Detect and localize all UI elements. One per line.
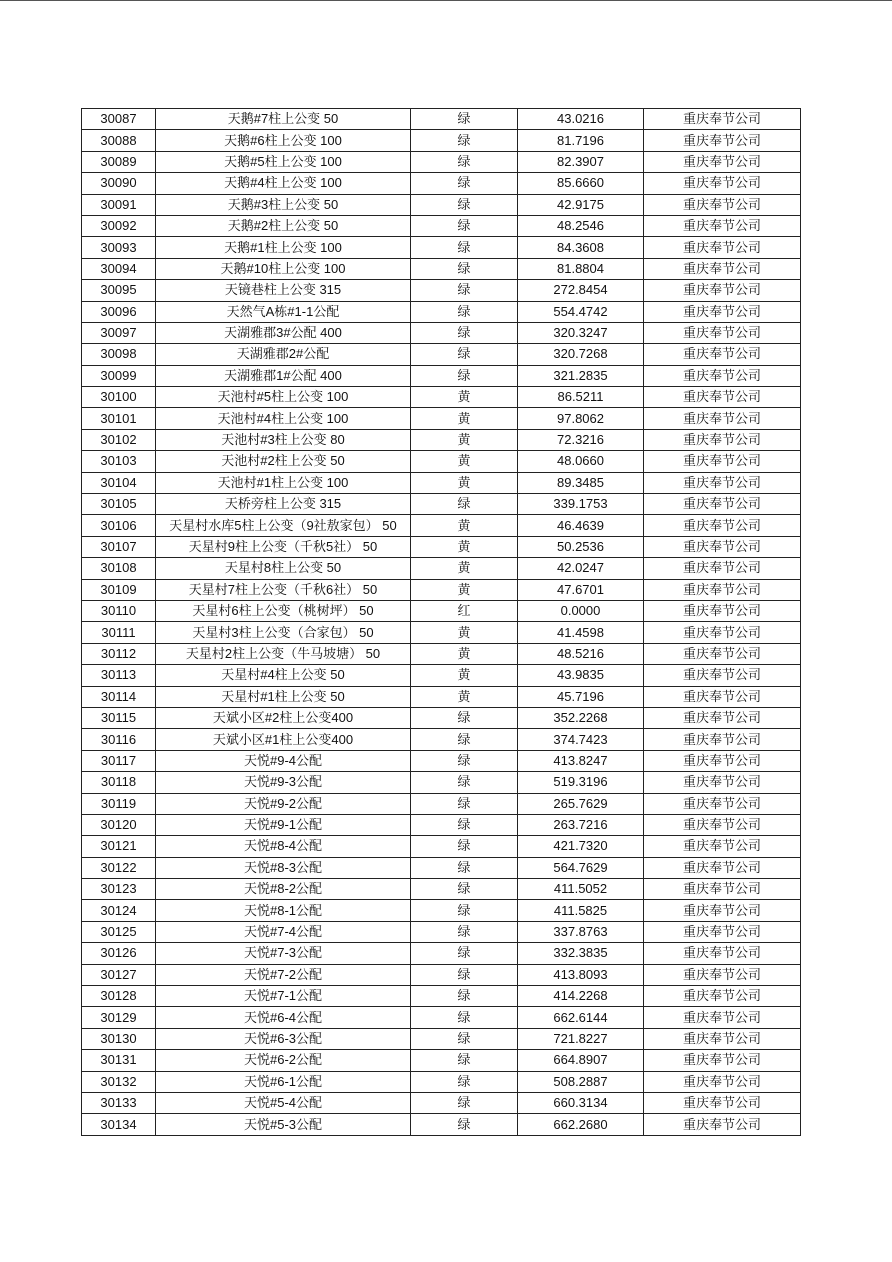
company-cell: 重庆奉节公司 bbox=[644, 258, 801, 279]
company-cell: 重庆奉节公司 bbox=[644, 793, 801, 814]
status-cell: 黄 bbox=[411, 643, 518, 664]
company-cell: 重庆奉节公司 bbox=[644, 536, 801, 557]
value-cell: 320.7268 bbox=[518, 344, 644, 365]
company-cell: 重庆奉节公司 bbox=[644, 215, 801, 236]
company-cell: 重庆奉节公司 bbox=[644, 408, 801, 429]
id-cell: 30132 bbox=[82, 1071, 156, 1092]
table-row bbox=[82, 194, 801, 215]
id-cell: 30103 bbox=[82, 451, 156, 472]
id-cell: 30104 bbox=[82, 472, 156, 493]
table-row bbox=[82, 451, 801, 472]
company-cell: 重庆奉节公司 bbox=[644, 472, 801, 493]
value-cell: 45.7196 bbox=[518, 686, 644, 707]
status-cell: 红 bbox=[411, 600, 518, 621]
id-cell: 30108 bbox=[82, 558, 156, 579]
company-cell: 重庆奉节公司 bbox=[644, 322, 801, 343]
company-cell: 重庆奉节公司 bbox=[644, 429, 801, 450]
name-cell: 天星村9柱上公变（千秋5社） 50 bbox=[156, 536, 411, 557]
status-cell: 黄 bbox=[411, 536, 518, 557]
name-cell: 天悦#5-4公配 bbox=[156, 1092, 411, 1113]
name-cell: 天悦#7-2公配 bbox=[156, 964, 411, 985]
status-cell: 绿 bbox=[411, 750, 518, 771]
status-cell: 绿 bbox=[411, 130, 518, 151]
status-cell: 绿 bbox=[411, 301, 518, 322]
name-cell: 天池村#2柱上公变 50 bbox=[156, 451, 411, 472]
table-row bbox=[82, 1050, 801, 1071]
id-cell: 30114 bbox=[82, 686, 156, 707]
name-cell: 天悦#6-4公配 bbox=[156, 1007, 411, 1028]
name-cell: 天鹅#5柱上公变 100 bbox=[156, 151, 411, 172]
table-row bbox=[82, 109, 801, 130]
table-row bbox=[82, 1114, 801, 1135]
table-body bbox=[82, 109, 801, 1136]
value-cell: 413.8093 bbox=[518, 964, 644, 985]
status-cell: 绿 bbox=[411, 772, 518, 793]
status-cell: 绿 bbox=[411, 1071, 518, 1092]
name-cell: 天鹅#10柱上公变 100 bbox=[156, 258, 411, 279]
page-top-border bbox=[0, 0, 892, 1]
table-row bbox=[82, 301, 801, 322]
company-cell: 重庆奉节公司 bbox=[644, 964, 801, 985]
name-cell: 天池村#1柱上公变 100 bbox=[156, 472, 411, 493]
status-cell: 绿 bbox=[411, 258, 518, 279]
company-cell: 重庆奉节公司 bbox=[644, 237, 801, 258]
table-row bbox=[82, 280, 801, 301]
company-cell: 重庆奉节公司 bbox=[644, 986, 801, 1007]
id-cell: 30123 bbox=[82, 879, 156, 900]
id-cell: 30094 bbox=[82, 258, 156, 279]
company-cell: 重庆奉节公司 bbox=[644, 280, 801, 301]
table-row bbox=[82, 857, 801, 878]
value-cell: 42.0247 bbox=[518, 558, 644, 579]
name-cell: 天星村7柱上公变（千秋6社） 50 bbox=[156, 579, 411, 600]
value-cell: 660.3134 bbox=[518, 1092, 644, 1113]
name-cell: 天湖雅郡1#公配 400 bbox=[156, 365, 411, 386]
value-cell: 265.7629 bbox=[518, 793, 644, 814]
table-row bbox=[82, 622, 801, 643]
value-cell: 84.3608 bbox=[518, 237, 644, 258]
company-cell: 重庆奉节公司 bbox=[644, 665, 801, 686]
value-cell: 47.6701 bbox=[518, 579, 644, 600]
company-cell: 重庆奉节公司 bbox=[644, 109, 801, 130]
company-cell: 重庆奉节公司 bbox=[644, 1007, 801, 1028]
id-cell: 30097 bbox=[82, 322, 156, 343]
company-cell: 重庆奉节公司 bbox=[644, 1050, 801, 1071]
company-cell: 重庆奉节公司 bbox=[644, 600, 801, 621]
name-cell: 天星村6柱上公变（桃树坪） 50 bbox=[156, 600, 411, 621]
id-cell: 30113 bbox=[82, 665, 156, 686]
name-cell: 天星村2柱上公变（牛马坡塘） 50 bbox=[156, 643, 411, 664]
table-row bbox=[82, 408, 801, 429]
status-cell: 绿 bbox=[411, 986, 518, 1007]
value-cell: 519.3196 bbox=[518, 772, 644, 793]
id-cell: 30105 bbox=[82, 494, 156, 515]
table-row bbox=[82, 879, 801, 900]
table-row bbox=[82, 793, 801, 814]
id-cell: 30120 bbox=[82, 814, 156, 835]
company-cell: 重庆奉节公司 bbox=[644, 879, 801, 900]
status-cell: 绿 bbox=[411, 1050, 518, 1071]
id-cell: 30111 bbox=[82, 622, 156, 643]
company-cell: 重庆奉节公司 bbox=[644, 494, 801, 515]
status-cell: 绿 bbox=[411, 879, 518, 900]
table-row bbox=[82, 643, 801, 664]
company-cell: 重庆奉节公司 bbox=[644, 750, 801, 771]
status-cell: 黄 bbox=[411, 558, 518, 579]
name-cell: 天悦#7-1公配 bbox=[156, 986, 411, 1007]
value-cell: 0.0000 bbox=[518, 600, 644, 621]
id-cell: 30126 bbox=[82, 943, 156, 964]
table-row bbox=[82, 1071, 801, 1092]
table-row bbox=[82, 258, 801, 279]
table-row bbox=[82, 237, 801, 258]
name-cell: 天悦#6-3公配 bbox=[156, 1028, 411, 1049]
company-cell: 重庆奉节公司 bbox=[644, 558, 801, 579]
name-cell: 天悦#9-1公配 bbox=[156, 814, 411, 835]
id-cell: 30115 bbox=[82, 707, 156, 728]
status-cell: 绿 bbox=[411, 707, 518, 728]
id-cell: 30101 bbox=[82, 408, 156, 429]
table-row bbox=[82, 173, 801, 194]
status-cell: 绿 bbox=[411, 964, 518, 985]
id-cell: 30093 bbox=[82, 237, 156, 258]
company-cell: 重庆奉节公司 bbox=[644, 622, 801, 643]
id-cell: 30087 bbox=[82, 109, 156, 130]
name-cell: 天悦#9-2公配 bbox=[156, 793, 411, 814]
name-cell: 天悦#5-3公配 bbox=[156, 1114, 411, 1135]
table-row bbox=[82, 151, 801, 172]
status-cell: 绿 bbox=[411, 322, 518, 343]
value-cell: 413.8247 bbox=[518, 750, 644, 771]
status-cell: 黄 bbox=[411, 579, 518, 600]
name-cell: 天斌小区#2柱上公变400 bbox=[156, 707, 411, 728]
value-cell: 43.9835 bbox=[518, 665, 644, 686]
value-cell: 564.7629 bbox=[518, 857, 644, 878]
id-cell: 30098 bbox=[82, 344, 156, 365]
company-cell: 重庆奉节公司 bbox=[644, 579, 801, 600]
status-cell: 黄 bbox=[411, 515, 518, 536]
company-cell: 重庆奉节公司 bbox=[644, 515, 801, 536]
value-cell: 352.2268 bbox=[518, 707, 644, 728]
table-row bbox=[82, 943, 801, 964]
table-row bbox=[82, 772, 801, 793]
table-row bbox=[82, 515, 801, 536]
data-table bbox=[81, 108, 801, 1136]
name-cell: 天悦#8-4公配 bbox=[156, 836, 411, 857]
company-cell: 重庆奉节公司 bbox=[644, 857, 801, 878]
value-cell: 321.2835 bbox=[518, 365, 644, 386]
status-cell: 绿 bbox=[411, 215, 518, 236]
company-cell: 重庆奉节公司 bbox=[644, 814, 801, 835]
status-cell: 绿 bbox=[411, 280, 518, 301]
value-cell: 97.8062 bbox=[518, 408, 644, 429]
company-cell: 重庆奉节公司 bbox=[644, 836, 801, 857]
value-cell: 337.8763 bbox=[518, 921, 644, 942]
id-cell: 30106 bbox=[82, 515, 156, 536]
id-cell: 30118 bbox=[82, 772, 156, 793]
status-cell: 绿 bbox=[411, 1007, 518, 1028]
table-row bbox=[82, 665, 801, 686]
id-cell: 30102 bbox=[82, 429, 156, 450]
status-cell: 黄 bbox=[411, 665, 518, 686]
id-cell: 30088 bbox=[82, 130, 156, 151]
value-cell: 50.2536 bbox=[518, 536, 644, 557]
name-cell: 天池村#5柱上公变 100 bbox=[156, 387, 411, 408]
id-cell: 30130 bbox=[82, 1028, 156, 1049]
id-cell: 30099 bbox=[82, 365, 156, 386]
table-row bbox=[82, 215, 801, 236]
id-cell: 30091 bbox=[82, 194, 156, 215]
table-row bbox=[82, 686, 801, 707]
status-cell: 绿 bbox=[411, 793, 518, 814]
status-cell: 绿 bbox=[411, 365, 518, 386]
id-cell: 30131 bbox=[82, 1050, 156, 1071]
company-cell: 重庆奉节公司 bbox=[644, 365, 801, 386]
company-cell: 重庆奉节公司 bbox=[644, 643, 801, 664]
table-row bbox=[82, 130, 801, 151]
name-cell: 天星村水库5柱上公变（9社敖家包） 50 bbox=[156, 515, 411, 536]
table-row bbox=[82, 750, 801, 771]
table-row bbox=[82, 558, 801, 579]
table-row bbox=[82, 322, 801, 343]
value-cell: 46.4639 bbox=[518, 515, 644, 536]
name-cell: 天悦#8-2公配 bbox=[156, 879, 411, 900]
company-cell: 重庆奉节公司 bbox=[644, 1028, 801, 1049]
value-cell: 508.2887 bbox=[518, 1071, 644, 1092]
name-cell: 天悦#6-1公配 bbox=[156, 1071, 411, 1092]
table-row bbox=[82, 964, 801, 985]
id-cell: 30129 bbox=[82, 1007, 156, 1028]
id-cell: 30095 bbox=[82, 280, 156, 301]
value-cell: 82.3907 bbox=[518, 151, 644, 172]
id-cell: 30110 bbox=[82, 600, 156, 621]
id-cell: 30089 bbox=[82, 151, 156, 172]
company-cell: 重庆奉节公司 bbox=[644, 451, 801, 472]
name-cell: 天鹅#1柱上公变 100 bbox=[156, 237, 411, 258]
table-row bbox=[82, 344, 801, 365]
company-cell: 重庆奉节公司 bbox=[644, 707, 801, 728]
value-cell: 48.5216 bbox=[518, 643, 644, 664]
table-row bbox=[82, 472, 801, 493]
id-cell: 30100 bbox=[82, 387, 156, 408]
id-cell: 30122 bbox=[82, 857, 156, 878]
name-cell: 天星村3柱上公变（合家包） 50 bbox=[156, 622, 411, 643]
status-cell: 绿 bbox=[411, 173, 518, 194]
id-cell: 30125 bbox=[82, 921, 156, 942]
value-cell: 72.3216 bbox=[518, 429, 644, 450]
value-cell: 85.6660 bbox=[518, 173, 644, 194]
table-row bbox=[82, 900, 801, 921]
table-row bbox=[82, 536, 801, 557]
name-cell: 天星村#4柱上公变 50 bbox=[156, 665, 411, 686]
status-cell: 绿 bbox=[411, 109, 518, 130]
value-cell: 332.3835 bbox=[518, 943, 644, 964]
name-cell: 天桥旁柱上公变 315 bbox=[156, 494, 411, 515]
id-cell: 30117 bbox=[82, 750, 156, 771]
status-cell: 绿 bbox=[411, 1028, 518, 1049]
id-cell: 30090 bbox=[82, 173, 156, 194]
name-cell: 天悦#7-3公配 bbox=[156, 943, 411, 964]
value-cell: 411.5825 bbox=[518, 900, 644, 921]
value-cell: 43.0216 bbox=[518, 109, 644, 130]
value-cell: 421.7320 bbox=[518, 836, 644, 857]
id-cell: 30096 bbox=[82, 301, 156, 322]
value-cell: 86.5211 bbox=[518, 387, 644, 408]
table-row bbox=[82, 921, 801, 942]
id-cell: 30124 bbox=[82, 900, 156, 921]
company-cell: 重庆奉节公司 bbox=[644, 387, 801, 408]
value-cell: 664.8907 bbox=[518, 1050, 644, 1071]
table-row bbox=[82, 836, 801, 857]
table-row bbox=[82, 707, 801, 728]
status-cell: 黄 bbox=[411, 451, 518, 472]
id-cell: 30116 bbox=[82, 729, 156, 750]
value-cell: 339.1753 bbox=[518, 494, 644, 515]
status-cell: 黄 bbox=[411, 472, 518, 493]
name-cell: 天鹅#2柱上公变 50 bbox=[156, 215, 411, 236]
value-cell: 89.3485 bbox=[518, 472, 644, 493]
value-cell: 81.8804 bbox=[518, 258, 644, 279]
company-cell: 重庆奉节公司 bbox=[644, 344, 801, 365]
value-cell: 81.7196 bbox=[518, 130, 644, 151]
table-row bbox=[82, 579, 801, 600]
id-cell: 30127 bbox=[82, 964, 156, 985]
id-cell: 30128 bbox=[82, 986, 156, 1007]
name-cell: 天鹅#6柱上公变 100 bbox=[156, 130, 411, 151]
company-cell: 重庆奉节公司 bbox=[644, 943, 801, 964]
id-cell: 30092 bbox=[82, 215, 156, 236]
value-cell: 374.7423 bbox=[518, 729, 644, 750]
status-cell: 黄 bbox=[411, 429, 518, 450]
name-cell: 天鹅#4柱上公变 100 bbox=[156, 173, 411, 194]
company-cell: 重庆奉节公司 bbox=[644, 194, 801, 215]
table-row bbox=[82, 1028, 801, 1049]
name-cell: 天悦#9-4公配 bbox=[156, 750, 411, 771]
status-cell: 绿 bbox=[411, 921, 518, 942]
value-cell: 41.4598 bbox=[518, 622, 644, 643]
status-cell: 绿 bbox=[411, 857, 518, 878]
company-cell: 重庆奉节公司 bbox=[644, 1092, 801, 1113]
id-cell: 30112 bbox=[82, 643, 156, 664]
id-cell: 30107 bbox=[82, 536, 156, 557]
id-cell: 30109 bbox=[82, 579, 156, 600]
value-cell: 272.8454 bbox=[518, 280, 644, 301]
name-cell: 天池村#4柱上公变 100 bbox=[156, 408, 411, 429]
value-cell: 662.6144 bbox=[518, 1007, 644, 1028]
name-cell: 天星村#1柱上公变 50 bbox=[156, 686, 411, 707]
status-cell: 黄 bbox=[411, 622, 518, 643]
table-row bbox=[82, 365, 801, 386]
status-cell: 黄 bbox=[411, 686, 518, 707]
name-cell: 天湖雅郡2#公配 bbox=[156, 344, 411, 365]
company-cell: 重庆奉节公司 bbox=[644, 301, 801, 322]
company-cell: 重庆奉节公司 bbox=[644, 1071, 801, 1092]
name-cell: 天湖雅郡3#公配 400 bbox=[156, 322, 411, 343]
table-row bbox=[82, 600, 801, 621]
status-cell: 绿 bbox=[411, 1114, 518, 1135]
value-cell: 721.8227 bbox=[518, 1028, 644, 1049]
table-row bbox=[82, 986, 801, 1007]
status-cell: 绿 bbox=[411, 151, 518, 172]
status-cell: 绿 bbox=[411, 1092, 518, 1113]
status-cell: 绿 bbox=[411, 943, 518, 964]
id-cell: 30133 bbox=[82, 1092, 156, 1113]
table-row bbox=[82, 729, 801, 750]
status-cell: 黄 bbox=[411, 387, 518, 408]
company-cell: 重庆奉节公司 bbox=[644, 173, 801, 194]
status-cell: 绿 bbox=[411, 900, 518, 921]
name-cell: 天悦#9-3公配 bbox=[156, 772, 411, 793]
value-cell: 320.3247 bbox=[518, 322, 644, 343]
name-cell: 天鹅#3柱上公变 50 bbox=[156, 194, 411, 215]
status-cell: 黄 bbox=[411, 408, 518, 429]
id-cell: 30119 bbox=[82, 793, 156, 814]
table-row bbox=[82, 814, 801, 835]
name-cell: 天星村8柱上公变 50 bbox=[156, 558, 411, 579]
name-cell: 天悦#8-3公配 bbox=[156, 857, 411, 878]
name-cell: 天然气A栋#1-1公配 bbox=[156, 301, 411, 322]
name-cell: 天镜巷柱上公变 315 bbox=[156, 280, 411, 301]
status-cell: 绿 bbox=[411, 194, 518, 215]
table-row bbox=[82, 429, 801, 450]
name-cell: 天鹅#7柱上公变 50 bbox=[156, 109, 411, 130]
table-row bbox=[82, 1092, 801, 1113]
status-cell: 绿 bbox=[411, 494, 518, 515]
value-cell: 48.0660 bbox=[518, 451, 644, 472]
status-cell: 绿 bbox=[411, 836, 518, 857]
name-cell: 天悦#7-4公配 bbox=[156, 921, 411, 942]
name-cell: 天悦#6-2公配 bbox=[156, 1050, 411, 1071]
value-cell: 554.4742 bbox=[518, 301, 644, 322]
name-cell: 天斌小区#1柱上公变400 bbox=[156, 729, 411, 750]
name-cell: 天池村#3柱上公变 80 bbox=[156, 429, 411, 450]
company-cell: 重庆奉节公司 bbox=[644, 772, 801, 793]
company-cell: 重庆奉节公司 bbox=[644, 686, 801, 707]
status-cell: 绿 bbox=[411, 237, 518, 258]
company-cell: 重庆奉节公司 bbox=[644, 921, 801, 942]
value-cell: 411.5052 bbox=[518, 879, 644, 900]
value-cell: 48.2546 bbox=[518, 215, 644, 236]
status-cell: 绿 bbox=[411, 729, 518, 750]
table-row bbox=[82, 494, 801, 515]
company-cell: 重庆奉节公司 bbox=[644, 130, 801, 151]
company-cell: 重庆奉节公司 bbox=[644, 1114, 801, 1135]
value-cell: 263.7216 bbox=[518, 814, 644, 835]
value-cell: 414.2268 bbox=[518, 986, 644, 1007]
name-cell: 天悦#8-1公配 bbox=[156, 900, 411, 921]
company-cell: 重庆奉节公司 bbox=[644, 900, 801, 921]
company-cell: 重庆奉节公司 bbox=[644, 151, 801, 172]
id-cell: 30121 bbox=[82, 836, 156, 857]
value-cell: 662.2680 bbox=[518, 1114, 644, 1135]
table-row bbox=[82, 387, 801, 408]
status-cell: 绿 bbox=[411, 344, 518, 365]
value-cell: 42.9175 bbox=[518, 194, 644, 215]
id-cell: 30134 bbox=[82, 1114, 156, 1135]
status-cell: 绿 bbox=[411, 814, 518, 835]
company-cell: 重庆奉节公司 bbox=[644, 729, 801, 750]
table-row bbox=[82, 1007, 801, 1028]
